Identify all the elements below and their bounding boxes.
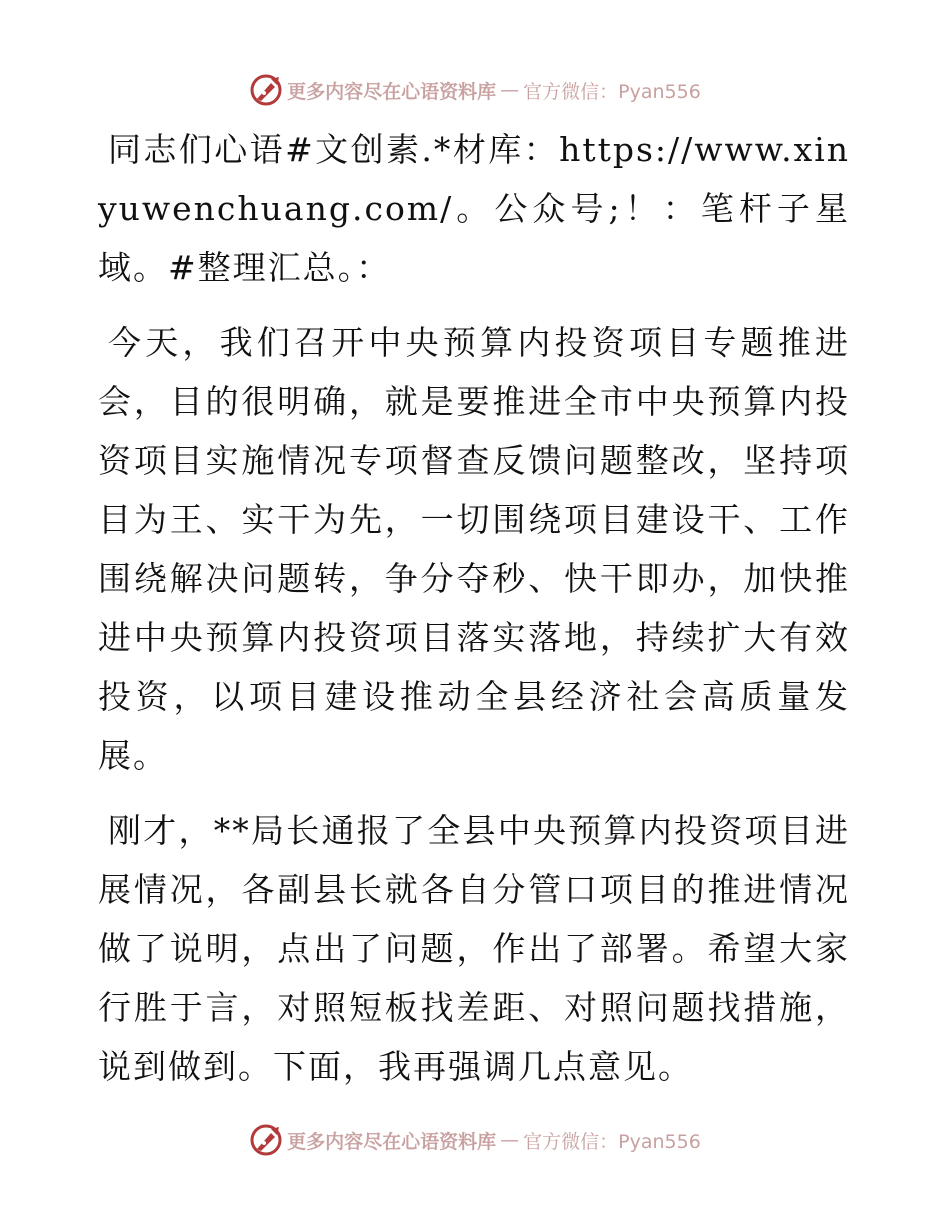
banner-wechat-text: 官方微信：Pyan556 [523, 1130, 701, 1153]
paragraph-intro: 同志们心语#文创素.*材库：https://www.xinyuwenchuang.com/。公众号;！：笔杆子星域。#整理汇总。： [98, 130, 850, 287]
pen-nib-logo-icon [249, 73, 283, 107]
banner-wechat-text: 官方微信：Pyan556 [523, 80, 701, 103]
banner-dash: — [500, 79, 520, 101]
footer-banner [0, 1120, 950, 1160]
header-banner [0, 70, 950, 110]
banner-dash: — [500, 1129, 520, 1151]
banner-brand-text: 更多内容尽在心语资料库 [287, 80, 497, 103]
document-body [98, 120, 850, 1112]
pen-nib-logo-icon [249, 1123, 283, 1157]
banner-brand-text: 更多内容尽在心语资料库 [287, 1130, 497, 1153]
paragraph-meeting-purpose: 今天，我们召开中央预算内投资项目专题推进会，目的很明确，就是要推进全市中央预算内投资项目实施情况专项督查反馈问题整改，坚持项目为王、实干为先，一切围绕项目建设干、工作围绕解决问题转，争分夺秒、快干即办，加快推进中央预算内投资项目落实落地，持续扩大有效投资，以项目建设推动全县经济社会高质量发展。 [98, 323, 850, 775]
paragraph-report-summary: 刚才，**局长通报了全县中央预算内投资项目进展情况，各副县长就各自分管口项目的推进情况做了说明，点出了问题，作出了部署。希望大家行胜于言，对照短板找差距、对照问题找措施，说到做到。下面，我再强调几点意见。 [98, 811, 850, 1086]
